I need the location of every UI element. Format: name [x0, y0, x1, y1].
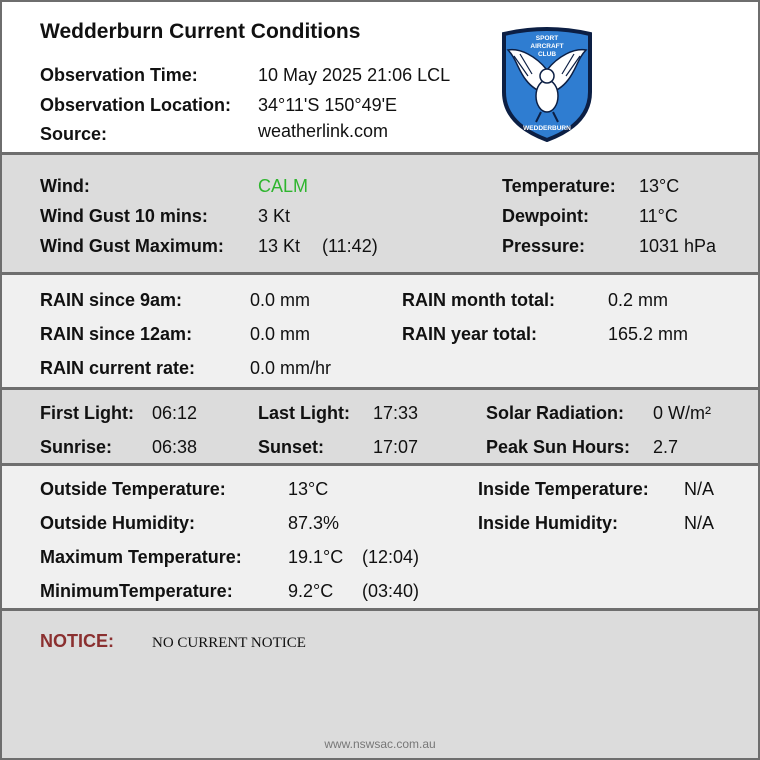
min-temperature-value: 9.2°C — [288, 581, 334, 601]
outside-humidity-value: 87.3% — [288, 513, 340, 533]
peak-sun-hours-label: Peak Sun Hours: — [486, 437, 631, 457]
min-temperature-time: (03:40) — [362, 581, 420, 601]
logo-mid-text: AIRCRAFT — [530, 43, 564, 50]
header-section — [2, 2, 758, 155]
notice-section — [2, 611, 758, 758]
observation-location-label: Observation Location: — [40, 95, 232, 115]
logo-bottom-text: WEDDERBURN — [523, 125, 571, 132]
outside-humidity-label: Outside Humidity: — [40, 513, 196, 533]
temperature-section — [2, 466, 758, 611]
notice-text: NO CURRENT NOTICE — [152, 635, 306, 651]
rain-month-label: RAIN month total: — [402, 290, 555, 310]
solar-radiation-value: 0 W/m² — [653, 403, 711, 423]
logo-club-text: CLUB — [537, 51, 557, 58]
rain-section — [2, 275, 758, 390]
page-title: Wedderburn Current Conditions — [40, 20, 361, 43]
solar-radiation-label: Solar Radiation: — [486, 403, 625, 423]
sunrise-label: Sunrise: — [40, 437, 113, 457]
rain-year-label: RAIN year total: — [402, 324, 538, 344]
wind-gust-10-label: Wind Gust 10 mins: — [40, 206, 208, 226]
last-light-label: Last Light: — [258, 403, 350, 423]
wind-value: CALM — [258, 176, 309, 196]
sunset-value: 17:07 — [373, 437, 419, 457]
footer-url[interactable]: www.nswsac.com.au — [324, 737, 436, 751]
last-light-value: 17:33 — [373, 403, 419, 423]
rain-rate-value: 0.0 mm/hr — [250, 358, 332, 378]
pressure-label: Pressure: — [502, 236, 586, 256]
source-label: Source: — [40, 124, 108, 144]
inside-temperature-value: N/A — [684, 479, 715, 499]
inside-humidity-label: Inside Humidity: — [478, 513, 619, 533]
wind-label: Wind: — [40, 176, 90, 196]
club-logo — [498, 26, 596, 142]
rain-since-9am-value: 0.0 mm — [250, 290, 311, 310]
outside-temperature-label: Outside Temperature: — [40, 479, 226, 499]
dewpoint-label: Dewpoint: — [502, 206, 589, 226]
sunrise-value: 06:38 — [152, 437, 198, 457]
temperature-value: 13°C — [639, 176, 680, 196]
wind-gust-10-value: 3 Kt — [258, 206, 291, 226]
dewpoint-value: 11°C — [639, 206, 678, 226]
temperature-label: Temperature: — [502, 176, 616, 196]
logo-top-text: SPORT — [535, 35, 559, 42]
rain-year-value: 165.2 mm — [608, 324, 689, 344]
max-temperature-value: 19.1°C — [288, 547, 344, 567]
sun-section — [2, 390, 758, 466]
inside-temperature-label: Inside Temperature: — [478, 479, 649, 499]
wind-gust-max-value: 13 Kt — [258, 236, 301, 256]
rain-since-12am-label: RAIN since 12am: — [40, 324, 193, 344]
max-temperature-label: Maximum Temperature: — [40, 547, 242, 567]
outside-temperature-value: 13°C — [288, 479, 329, 499]
wind-section — [2, 155, 758, 275]
notice-label: NOTICE: — [40, 631, 114, 651]
wind-gust-max-label: Wind Gust Maximum: — [40, 236, 224, 256]
min-temperature-label: MinimumTemperature: — [40, 581, 233, 601]
observation-time-label: Observation Time: — [40, 65, 198, 85]
first-light-label: First Light: — [40, 403, 134, 423]
rain-since-9am-label: RAIN since 9am: — [40, 290, 183, 310]
peak-sun-hours-value: 2.7 — [653, 437, 679, 457]
max-temperature-time: (12:04) — [362, 547, 420, 567]
rain-rate-label: RAIN current rate: — [40, 358, 196, 378]
sunset-label: Sunset: — [258, 437, 325, 457]
rain-month-value: 0.2 mm — [608, 290, 669, 310]
first-light-value: 06:12 — [152, 403, 198, 423]
wind-gust-max-time: (11:42) — [322, 236, 378, 256]
source-value: weatherlink.com — [258, 121, 389, 141]
observation-time-value: 10 May 2025 21:06 LCL — [258, 65, 451, 85]
rain-since-12am-value: 0.0 mm — [250, 324, 311, 344]
inside-humidity-value: N/A — [684, 513, 715, 533]
observation-location-value: 34°11'S 150°49'E — [258, 95, 398, 115]
pressure-value: 1031 hPa — [639, 236, 717, 256]
